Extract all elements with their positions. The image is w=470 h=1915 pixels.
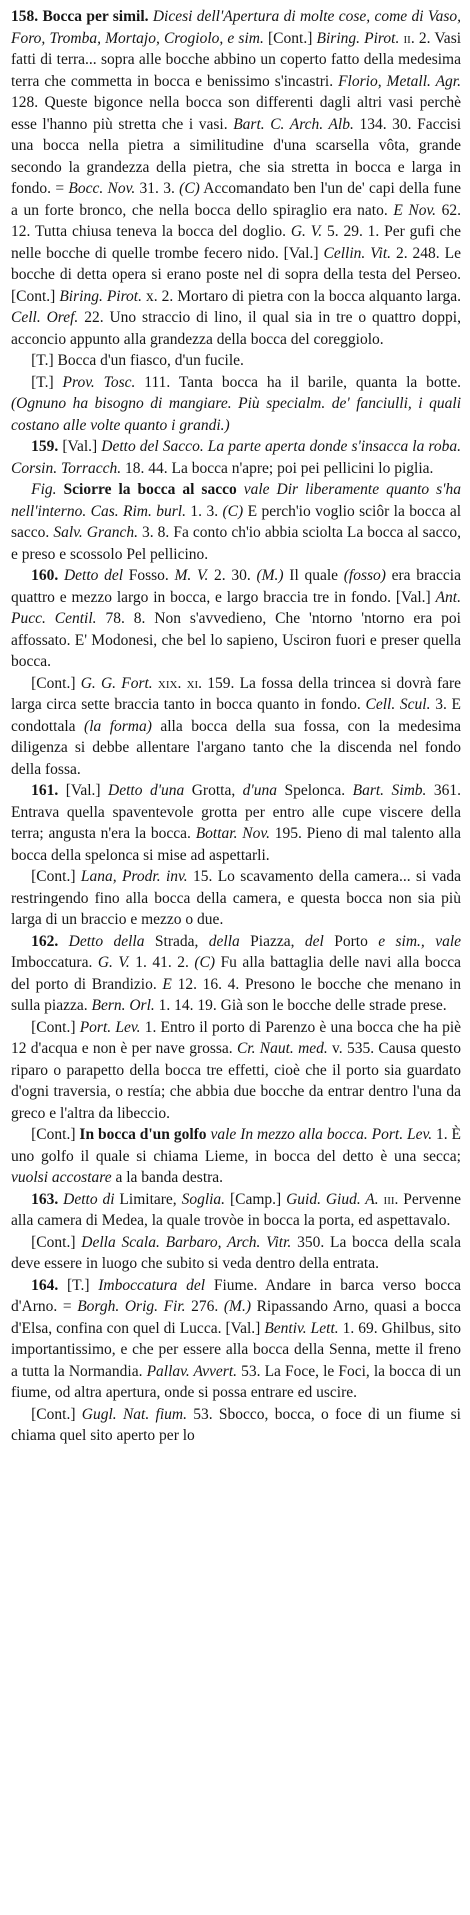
entry-text: Spelonca.	[277, 782, 353, 799]
entry-number-label: 163.	[31, 1190, 59, 1208]
dictionary-entry	[11, 1404, 461, 1447]
dictionary-entry	[11, 673, 461, 781]
entry-text: 1. Entro il porto di Parenzo è una bocca che ha piè 12 d'acqua e non è per nave grossa.	[11, 1018, 462, 1057]
entry-text: [T.]	[58, 1276, 99, 1294]
italic-text: Imboccatura del	[98, 1276, 206, 1294]
entry-text: .	[177, 674, 187, 692]
entry-text: Il quale	[283, 567, 344, 584]
entry-text: 1. È uno golfo il quale si chiama Lieme, in bocca del detto è una secca;	[11, 1126, 462, 1165]
italic-text: (Ognuno ha bisogno di mangiare. Più specialm. de' fanciulli, i quali costano alle volte quanto i grandi.)	[11, 395, 461, 434]
entry-text: 1. 3.	[186, 502, 223, 520]
entry-text: 128. Queste bigonce nella bocca son differenti dagli altri vasi perchè esse l'hanno più stretta che i vasi.	[11, 94, 461, 133]
entry-text: 53. Sbocco, bocca, o foce di un fiume si chiama quel sito aperto per lo	[11, 1405, 461, 1444]
dictionary-entry	[11, 372, 461, 437]
italic-text: (la forma)	[84, 717, 152, 735]
italic-text: e sim., vale	[378, 932, 462, 950]
entry-text: Fosso.	[123, 567, 175, 584]
entry-number-label: 158. Bocca per simil.	[11, 8, 149, 25]
entry-text: iii	[383, 1190, 395, 1208]
entry-text: . 159. La fossa della trincea si dovrà fare larga circa sette braccia tanto in bocca quanto in fondo.	[11, 674, 462, 713]
entry-text: E perch'io voglio sciôr la bocca al sacco.	[11, 502, 462, 541]
entry-text: 361. Entrava quella spaventevole grotta per entro alle cupe viscere della terra; angusta n'era la bocca.	[11, 782, 461, 842]
entry-text: [T.]	[31, 373, 63, 391]
entry-text: [Cont.]	[31, 1126, 80, 1143]
italic-text: Pallav. Avvert.	[146, 1362, 238, 1380]
entry-text: Porto	[323, 932, 379, 950]
entry-text: Accomandato ben l'un de' capi della fune a un forte bronco, che nella bocca dello spiraglio era nato.	[11, 180, 462, 219]
entry-number-label: 162.	[31, 932, 59, 950]
entry-text: 5. 29. 1. Per gufi che nelle bocche di quelle trombe fecero nido. [Val.]	[11, 223, 461, 262]
entry-text: 1. 69. Ghilbus, sito importantissimo, e che per essere alla bocca della Senna, mette il freno a tutta la Normandia.	[11, 1319, 462, 1380]
italic-text: vale Dir liberamente quanto s'ha nell'interno. Cas. Rim. burl.	[11, 481, 461, 520]
entry-text: 134. 30. Faccisi una bocca nella pietra a similitudine d'una scarsella vôta, grande secondo la grandezza della pietra, che sia stretta in bocca e larga in fondo. =	[11, 115, 462, 197]
italic-text: Cell. Oref.	[11, 309, 79, 326]
dictionary-entry	[11, 1232, 461, 1275]
entry-text: 12. 16. 4. Presono le bocche che menano in sulla piazza.	[11, 975, 461, 1014]
entry-text: [T.] Bocca d'un fiasco, d'un fucile.	[31, 352, 244, 369]
entry-text: Imboccatura.	[11, 954, 98, 971]
italic-text: Fig.	[31, 481, 57, 498]
italic-text: Detto del	[58, 567, 124, 584]
italic-text: Detto di	[58, 1190, 115, 1208]
entry-number-label: 161.	[31, 782, 59, 799]
italic-text: G. G. Fort.	[80, 674, 153, 692]
entry-text: Piazza,	[239, 932, 305, 950]
italic-text: Dicesi dell'Apertura di molte cose, come di Vaso, Foro, Tromba, Mortajo, Crogiolo, e sim.	[11, 8, 461, 47]
italic-text: Bottar. Nov.	[195, 825, 270, 842]
italic-text: della	[208, 932, 240, 950]
italic-text: Gugl. Nat. fium.	[81, 1405, 187, 1423]
italic-text: Detto della	[58, 932, 145, 950]
italic-text: Florio, Metall. Agr.	[338, 72, 461, 90]
italic-text: Salv. Granch.	[53, 524, 138, 541]
entry-number-label: 159.	[31, 438, 59, 455]
italic-text: vuolsi accostare	[11, 1169, 112, 1186]
italic-text: Guid. Giud. A.	[286, 1190, 379, 1208]
dictionary-entry	[11, 866, 461, 931]
italic-text: Cr. Naut. med.	[236, 1040, 328, 1057]
italic-text: Soglia.	[181, 1190, 226, 1208]
italic-text: d'una	[242, 782, 277, 799]
entry-text: xi	[186, 674, 199, 692]
italic-text: G. V.	[97, 954, 130, 971]
italic-text: (C)	[194, 954, 216, 971]
entry-text: [Val.]	[58, 438, 102, 455]
entry-text: . Pervenne alla camera di Medea, la quale trovòe in bocca la porta, ed aspettavalo.	[11, 1190, 461, 1229]
italic-text: Cell. Scul.	[365, 696, 431, 713]
entry-text: Ripassando Arno, quasi a bocca d'Elsa, confina con quel di Lucca. [Val.]	[11, 1298, 462, 1337]
dictionary-entry	[11, 1189, 461, 1232]
dictionary-entry	[11, 1275, 461, 1404]
italic-text: Bocc. Nov.	[68, 180, 136, 197]
italic-text: Ant. Pucc. Centil.	[11, 588, 461, 627]
entry-text: . 2. Vasi fatti di terra... sopra alle bocche abbino un coperto fatto della medesima terra che commetta in bocca e benissimo s'incastri.	[11, 29, 462, 90]
italic-text: Biring. Pirot.	[316, 29, 400, 47]
entry-text: 1. 14. 19. Già son le bocche delle strade prese.	[154, 997, 447, 1014]
italic-text: vale In mezzo alla bocca. Port. Lev.	[206, 1126, 433, 1143]
italic-text: G. V.	[290, 223, 323, 240]
entry-text: x. 2. Mortaro di pietra con la bocca alquanto larga.	[142, 287, 462, 305]
italic-text: Biring. Pirot.	[59, 287, 142, 305]
dictionary-entry	[11, 1124, 461, 1189]
italic-text: M. V.	[174, 567, 209, 584]
entry-text: Grotta,	[184, 782, 243, 799]
italic-text: Prov. Tosc.	[62, 373, 136, 391]
entry-text: 3. E condottala	[11, 696, 461, 735]
entry-text: [Val.]	[58, 782, 109, 799]
entry-text: 53. La Foce, le Foci, la bocca di un fiume, od altra apertura, onde si possa entrare ed uscire.	[11, 1362, 462, 1401]
entry-text: 350. La bocca della scala deve essere in luogo che subito si veda dentro della entrata.	[11, 1233, 461, 1272]
entry-text: [Camp.]	[225, 1190, 287, 1208]
entry-text: 1. 41. 2.	[129, 954, 195, 971]
entry-text: [Cont.]	[31, 1233, 82, 1251]
dictionary-entry	[11, 479, 461, 565]
dictionary-entry	[11, 350, 461, 372]
italic-text: (fosso)	[343, 567, 386, 584]
entry-text: v. 535. Causa questo riparo o parapetto della bocca tre effetti, cioè che il porto sia guardato d'ogni traversia, o restía; che abbia due bocche da entrar dentro l'una da greco e l'altra da libeccio.	[11, 1040, 461, 1122]
italic-text: (C)	[179, 180, 200, 197]
italic-text: (M.)	[256, 567, 284, 584]
entry-number-label: 160.	[31, 567, 59, 584]
entry-text: 2. 248. Le bocche di detta opera si erano poste nel di sopra della testa del Perseo. [Cont.]	[11, 244, 461, 305]
entry-number-label: 164.	[31, 1276, 59, 1294]
italic-text: del	[304, 932, 324, 950]
entry-text: 111. Tanta bocca ha il barile, quanta la botte.	[135, 373, 461, 391]
entry-number-label: Sciorre la bocca al sacco	[56, 481, 237, 498]
entry-text: a la banda destra.	[111, 1169, 224, 1186]
entry-text: 15. Lo scavamento della camera... si vada restringendo fino alla bocca della camera, e questa bocca non sia più larga di un braccio e mezzo o due.	[11, 868, 461, 928]
dictionary-entry	[11, 436, 461, 479]
entry-text: ii	[403, 29, 411, 47]
entry-text: [Cont.]	[263, 29, 317, 47]
entry-text: 195. Pieno di mal talento alla bocca della spelonca si mise ad aspettarli.	[11, 825, 461, 864]
entry-text: 3. 8. Fa conto ch'io abbia sciolta La bocca al sacco, e preso e scossolo Pel pellicino.	[11, 524, 461, 563]
italic-text: Borgh. Orig. Fir.	[77, 1298, 186, 1315]
dictionary-entry	[11, 1017, 461, 1125]
entry-text: alla bocca della sua fossa, con la medesima diligenza si debbe allentare l'argano tanto che la discenda nel fondo della fossa.	[11, 717, 461, 778]
entry-text: 22. Uno straccio di lino, il qual sia in tre o quattro doppi, acconcio appunto alla grandezza della bocca del coreggiolo.	[11, 309, 461, 348]
italic-text: E Nov.	[393, 201, 437, 219]
entry-text: [Cont.]	[31, 1405, 82, 1423]
dictionary-entry	[11, 780, 461, 866]
entry-text: xix	[157, 674, 178, 692]
italic-text: Bern. Orl.	[91, 997, 155, 1014]
entry-text: era braccia quattro e mezzo largo in bocca, e largo braccia tre in fondo. [Val.]	[11, 567, 461, 606]
dictionary-entry	[11, 931, 461, 1017]
entry-text: [Cont.]	[31, 868, 81, 885]
italic-text: Detto del Sacco. La parte aperta donde s'insacca la roba. Corsin. Torracch.	[11, 438, 461, 477]
italic-text: Cellin. Vit.	[323, 244, 392, 262]
entry-text: [Cont.]	[31, 674, 81, 692]
entry-text: [Cont.]	[31, 1018, 80, 1036]
italic-text: Port. Lev.	[79, 1018, 141, 1036]
entry-text: Fiume. Andare in barca verso bocca d'Arno. =	[11, 1276, 461, 1315]
dictionary-entry	[11, 565, 461, 673]
dictionary-entry	[11, 6, 461, 350]
italic-text: Bart. Simb.	[352, 782, 427, 799]
italic-text: Detto d'una	[108, 782, 185, 799]
entry-text: Strada,	[144, 932, 209, 950]
italic-text: Bentiv. Lett.	[264, 1319, 339, 1337]
entry-text: 2. 30.	[208, 567, 257, 584]
entry-text: Limitare,	[114, 1190, 182, 1208]
entry-text: Fu alla battaglia delle navi alla bocca del porto di Brandizio.	[11, 954, 461, 993]
entry-text: 78. 8. Non s'avvedieno, Che 'ntorno 'ntorno era poi affossato. E' Modonesi, che bel lo sapieno, Usciron fuori e preser quella bocca.	[11, 610, 461, 670]
italic-text: (M.)	[223, 1298, 251, 1315]
entry-text: 276.	[185, 1298, 224, 1315]
italic-text: E	[162, 975, 172, 993]
entry-text: 18. 44. La bocca n'apre; poi pei pellicini lo piglia.	[121, 459, 434, 477]
italic-text: Bart. C. Arch. Alb.	[233, 115, 354, 133]
entry-text: 62. 12. Tutta chiusa teneva la bocca del doglio.	[11, 201, 461, 240]
entry-number-label: In bocca d'un golfo	[79, 1126, 207, 1143]
italic-text: Lana, Prodr. inv.	[80, 868, 188, 885]
entry-text: 31. 3.	[135, 180, 180, 197]
italic-text: (C)	[222, 502, 244, 520]
italic-text: Della Scala. Barbaro, Arch. Vitr.	[81, 1233, 292, 1251]
